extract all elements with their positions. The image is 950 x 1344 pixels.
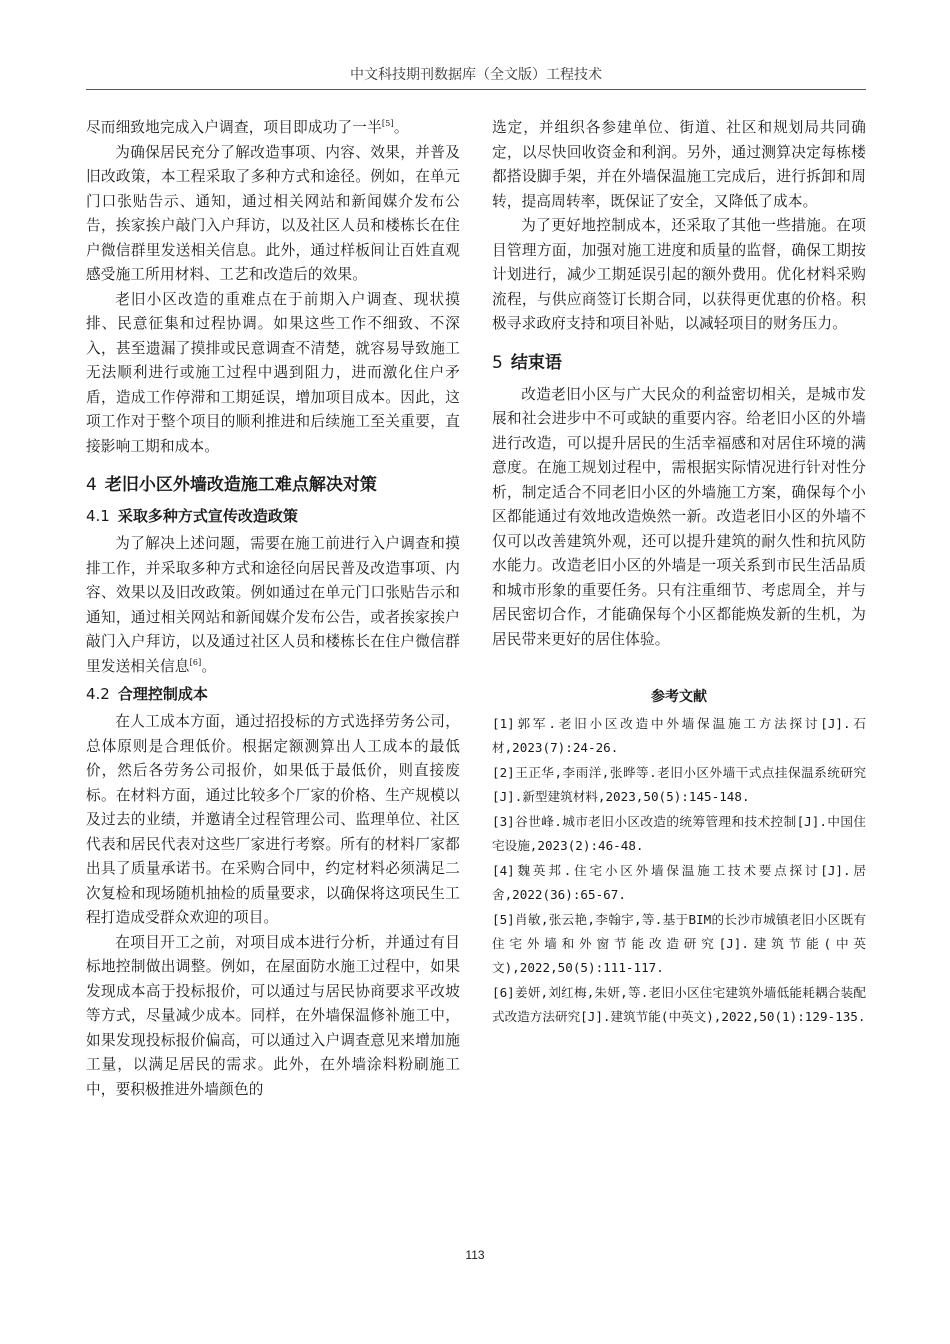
reference-item: [2]王正华,李雨洋,张晔等.老旧小区外墙干式点挂保温系统研究[J].新型建筑材料,2023,50(5):145-148. [492, 765, 866, 804]
subsection-heading [86, 505, 460, 528]
subsection-heading [86, 683, 460, 706]
section-title: 结束语 [510, 352, 562, 373]
paragraph-text: 。 [201, 657, 217, 675]
header-divider [86, 89, 866, 90]
subsection-number: 4.2 [86, 685, 110, 703]
left-column [86, 116, 460, 1102]
paragraph: 为了更好地控制成本，还采取了其他一些措施。在项目管理方面，加强对施工进度和质量的监督，确保工期按计划进行，减少工期延误引起的额外费用。优化材料采购流程，与供应商签订长期合同，以获得更优惠的价格。积极寻求政府支持和项目补贴，以减轻项目的财务压力。 [492, 217, 866, 332]
page-number: 113 [465, 1248, 485, 1262]
paragraph-text: 为了解决上述问题，需要在施工前进行入户调查和摸排工作，并采取多种方式和途径向居民普及改造事项、内容、效果以及旧改政策。例如通过在单元门口张贴告示和通知，通过相关网站和新闻媒介发布公告，或者挨家挨户敲门入户拜访，以及通过社区人员和楼栋长在住户微信群里发送相关信息 [86, 535, 460, 675]
paragraph: 在人工成本方面，通过招投标的方式选择劳务公司，总体原则是合理低价。根据定额测算出人工成本的最低价，然后各劳务公司报价，如果低于最低价，则直接废标。在材料方面，通过比较多个厂家的价格、生产规模以及过去的业绩，并邀请全过程管理公司、监理单位、社区代表和居民代表对这些厂家进行考察。所有的材料厂家都出具了质量承诺书。在采购合同中，约定材料必须满足二次复检和现场随机抽检的质量要求，以确保将这项民生工程打造成受群众欢迎的项目。 [86, 713, 460, 926]
reference-item: [3]谷世峰.城市老旧小区改造的统筹管理和技术控制[J].中国住宅设施,2023(2):46-48. [492, 814, 866, 853]
section-heading [86, 473, 460, 497]
section-title: 老旧小区外墙改造施工难点解决对策 [104, 475, 377, 495]
paragraph: 老旧小区改造的重难点在于前期入户调查、现状摸排、民意征集和过程协调。如果这些工作不细致、不深入，甚至遗漏了摸排或民意调查不清楚，就容易导致施工无法顺利进行或施工过程中遇到阻力，进而激化住户矛盾，造成工作停滞和工期延误，增加项目成本。因此，这项工作对于整个项目的顺利推进和后续施工至关重要，直接影响工期和成本。 [86, 290, 460, 455]
reference-item: [1]郭军.老旧小区改造中外墙保温施工方法探讨[J].石材,2023(7):24-26. [492, 716, 866, 755]
paragraph [86, 532, 460, 679]
citation: [6] [189, 657, 202, 667]
journal-header: 中文科技期刊数据库（全文版）工程技术 [350, 67, 602, 83]
section-number: 4 [86, 475, 97, 495]
paragraph-text: 尽而细致地完成入户调查，项目即成功了一半 [86, 119, 382, 136]
reference-item: [4]魏英邦.住宅小区外墙保温施工技术要点探讨[J].居舍,2022(36):65-67. [492, 863, 866, 902]
citation: [5] [381, 119, 394, 129]
subsection-title: 采取多种方式宣传改造政策 [117, 507, 298, 525]
paragraph-text: 。 [393, 119, 409, 136]
paragraph: 选定，并组织各参建单位、街道、社区和规划局共同确定，以尽快回收资金和利润。另外，通过测算决定每栋楼都搭设脚手架，并在外墙保温施工完成后，进行拆卸和周转，提高周转率，既保证了安全，又降低了成本。 [492, 119, 866, 210]
reference-item: [6]姜妍,刘红梅,朱妍,等.老旧小区住宅建筑外墙低能耗耦合装配式改造方法研究[J].建筑节能(中英文),2022,50(1):129-135. [492, 985, 866, 1024]
subsection-number: 4.1 [86, 507, 110, 525]
right-column [492, 116, 866, 1030]
paragraph: 改造老旧小区与广大民众的利益密切相关，是城市发展和社会进步中不可或缺的重要内容。给老旧小区的外墙进行改造，可以提升居民的生活幸福感和对居住环境的满意度。在施工规划过程中，需根据实际情况进行针对性分析，制定适合不同老旧小区的外墙施工方案，确保每个小区都能通过有效地改造焕然一新。改造老旧小区的外墙不仅可以改善建筑外观，还可以提升建筑的耐久性和抗风防水能力。改造老旧小区的外墙是一项关系到市民生活品质和城市形象的重要任务。只有注重细节、考虑周全，并与居民密切合作，才能确保每个小区都能焕发新的生机，为居民带来更好的居住体验。 [492, 385, 866, 648]
references-title: 参考文献 [651, 689, 707, 705]
paragraph: 在项目开工之前，对项目成本进行分析，并通过有目标地控制做出调整。例如，在屋面防水施工过程中，如果发现成本高于投标报价，可以通过与居民协商要求平改坡等方式，尽量减少成本。同样，在外墙保温修补施工中，如果发现投标报价偏高，可以通过入户调查意见来增加施工量，以满足居民的需求。此外，在外墙涂料粉刷施工中，要积极推进外墙颜色的 [86, 933, 460, 1098]
reference-item: [5]肖敏,张云艳,李翰宇,等.基于BIM的长沙市城镇老旧小区既有住宅外墙和外窗节能改造研究[J].建筑节能(中英文),2022,50(5):111-117. [492, 912, 866, 975]
section-number: 5 [492, 352, 503, 373]
paragraph: 为确保居民充分了解改造事项、内容、效果，并普及旧改政策，本工程采取了多种方式和途径。例如，在单元门口张贴告示、通知，通过相关网站和新闻媒介发布公告，挨家挨户敲门入户拜访，以及社区人员和楼栋长在住户微信群里发送相关信息。此外，通过样板间让百姓直观感受施工所用材料、工艺和改造后的效果。 [86, 143, 460, 283]
subsection-title: 合理控制成本 [117, 685, 208, 703]
section-heading [492, 351, 866, 375]
paragraph [86, 116, 460, 141]
